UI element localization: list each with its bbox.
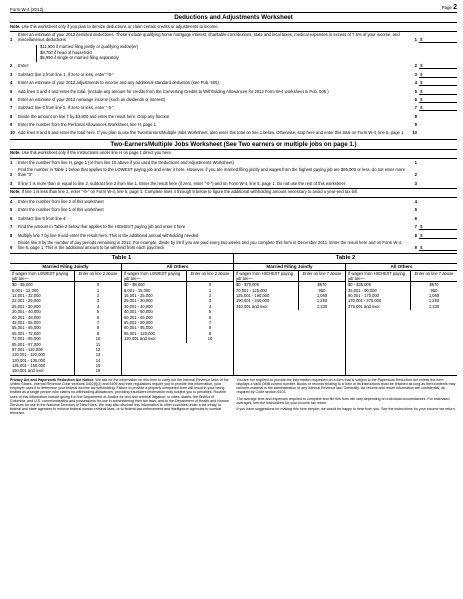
wage-range: 375,001 and over [348,303,380,309]
amount-field[interactable] [419,114,457,120]
worksheet-line [10,240,457,252]
line-ref: 5 [414,207,417,213]
worksheet-line [10,206,457,214]
worksheet-line [10,215,457,223]
table-value: 1,060 [316,292,328,298]
line-ref: 5 [414,88,417,94]
line-ref: 8 [414,113,417,119]
table-value: 6 [96,314,100,320]
amount-field[interactable]: $ [419,89,457,95]
table-value: 0 [96,282,100,288]
table-value: 4 [208,303,212,309]
wage-range: 340,001 and over [236,303,268,309]
line-text: Add lines 3 and 4 and enter the total. (Include any amount for credits from the Converting Credits to Withholding Allowances for 2012 Form W-4 worksheet in Pub. 505.) [18,88,329,94]
table-value: 4 [96,303,100,309]
column-header: If wages from LOWEST paying job are— [124,271,186,282]
amount-field[interactable] [419,181,457,187]
worksheet-line [10,129,457,137]
line-text: Subtract line 2 from line 1. If zero or less, enter “-0-” [18,71,114,77]
table-subtitle: All Others [122,264,233,271]
table-subtitle: All Others [346,264,457,271]
line-number: 6 [10,215,13,221]
table-value: 1 [96,287,100,293]
wage-range: 65,001 - 80,000 [124,319,153,325]
table-value: 9 [208,330,212,336]
table-value: 7 [96,319,100,325]
line-text: Enter an estimate of your 2012 itemized deductions. These include qualifying home mortgage interest, charitable contributions, state and local taxes, medical expenses in excess of 7.5% of your income, and miscellaneous deductions [18,32,400,43]
column-header: Enter on line 2 above [187,271,233,282]
table-value: 7 [208,319,212,325]
table-value: 1,060 [428,292,440,298]
line-ref: 3 [414,71,417,77]
line-ref: 7 [414,224,417,230]
table1-all-others [121,264,233,375]
wage-range: $0 - $5,000 [12,282,33,288]
line-text: Find the amount in Table 2 below that applies to the HIGHEST paying job and enter it here [18,224,186,230]
amount-field[interactable] [419,160,457,166]
table-value: 6 [208,314,212,320]
line-ref: 3 [414,180,417,186]
line-number: 4 [10,80,13,86]
table-value: $570 [429,282,439,288]
line-text: Enter the number from the Personal Allowances Worksheet, line H, page 1 [18,122,156,128]
deductions-title: Deductions and Adjustments Worksheet [10,12,457,23]
worksheet-line [10,167,457,179]
wage-range: 22,001 - 25,000 [12,298,41,304]
wage-range: $0 - $70,000 [236,282,259,288]
table-value: 15 [95,363,101,369]
wage-range: $0 - $8,000 [124,282,145,288]
table-value: 12 [95,346,101,352]
table-value: 1,330 [428,303,440,309]
line-ref: 9 [414,244,417,250]
table2-title: Table 2 [233,254,457,263]
worksheet-line [10,223,457,231]
line-number: 3 [10,71,13,77]
amount-field[interactable]: $ [419,245,457,251]
table-value: 1,250 [428,298,440,304]
wage-range: 85,001 - 97,000 [12,341,41,347]
amount-field[interactable]: $ [419,72,457,78]
line-number: 10 [10,130,15,136]
worksheet-line [10,179,457,187]
amount-field[interactable]: $ [419,80,457,86]
line-number: 6 [10,96,13,102]
line-number: 1 [10,160,13,166]
paperwork-notice: You are not required to provide the information requested on a form that is subject to the Paperwork Reduction Act unless the form displays a valid OMB control number. Books or records relating to a form or its instructions must be retained as long as their contents may become material in the administration of any Internal Revenue law. Generally, tax returns and return information are confidential, as required by Code section 6103. The average time and expenses required to complete and file this form will vary depending on individual circumstances. For estimated averages, see the instructions for your income tax return. If you have suggestions for making this form simpler, we would be happy to hear from you. See the instructions for your income tax return. [236,377,456,412]
worksheet-line [10,112,457,120]
table-value: 1 [208,287,212,293]
table-value: 1,330 [316,303,328,309]
line-number: 9 [10,244,13,250]
wage-range: 40,001 - 48,000 [12,314,41,320]
amount-field[interactable] [419,207,457,213]
worksheet-line [10,104,457,112]
line-number: 7 [10,105,13,111]
wage-range: 15,001 - 25,000 [124,292,153,298]
wage-range: $0 - $35,000 [348,282,371,288]
line-number: 2 [10,172,13,178]
two-earners-note: Note. Use this worksheet only if the instructions under line H on page 1 direct you here. [10,150,457,159]
table-value: 0 [208,282,212,288]
line-ref: 7 [414,105,417,111]
line-text: Subtract line 6 from line 5. If zero or less, enter “-0-” [18,105,114,111]
tables [10,263,457,376]
line-ref: 1 [414,160,417,166]
table-value: 950 [430,287,438,293]
worksheet-line [10,32,457,44]
table-headers [10,253,457,263]
wage-range: 48,001 - 55,000 [12,319,41,325]
column-header: If wages from LOWEST paying job are— [12,271,74,282]
table-1 [10,264,233,375]
table1-married-filing-jointly [10,264,121,375]
table-value: 1,250 [316,298,328,304]
line-number: 7 [10,224,13,230]
deduction-option: $8,700 if head of household [40,49,92,55]
column-header: Enter on line 7 above [411,271,457,282]
amount-field[interactable] [419,216,457,222]
column-header: If wages from HIGHEST paying job are— [236,271,298,282]
wage-range: 65,001 - 72,000 [12,330,41,336]
table-value: 2 [208,292,212,298]
line-text: If line 1 is more than or equal to line 2, subtract line 2 from line 1. Enter the result here (if zero, enter “-0-”) and on Form W-4, line 5, page 1. Do not use the rest of this worksheet [18,180,345,186]
wage-range: 120,001 and over [124,336,156,342]
wage-range: 150,001 and over [12,368,44,374]
wage-range: 170,001 - 375,000 [348,298,382,304]
table-value: 2 [96,292,100,298]
table-value: 5 [96,309,100,315]
privacy-notice: Privacy Act and Paperwork Reduction Act Notice. We ask for the information on this form to carry out the Internal Revenue laws of the United States. Internal Revenue Code sections 3402(f)(2) and 6109 and their regulations require you to provide this information; your employer uses it to determine your federal income tax withholding. Failure to provide a properly completed form will result in your being treated as a single person who claims no withholding allowances; providing fraudulent information may subject you to penalties. Routine uses of this information include giving it to the Department of Justice for civil and criminal litigation; to cities, states, the District of Columbia, and U.S. commonwealths and possessions for use in administering their tax laws; and to the Department of Health and Human Services for use in the National Directory of New Hires. We may also disclose this information to other countries under a tax treaty, to federal and state agencies to enforce federal nontax criminal laws, or to federal law enforcement and intelligence agencies to combat terrorism. [10,377,229,416]
line-text: Enter an estimate of your 2012 adjustments to income and any additional standard deduction (see Pub. 505) [18,80,219,86]
wage-range: 30,001 - 40,000 [124,303,153,309]
line-number: 5 [10,207,13,213]
wage-range: 80,001 - 95,000 [124,325,153,331]
amount-field[interactable]: $ [419,224,457,230]
worksheet-line [10,79,457,87]
wage-range: 40,001 - 50,000 [124,309,153,315]
amount-field[interactable] [419,130,457,136]
worksheet-line [10,96,457,104]
worksheet-line [10,62,457,70]
line-ref: 8 [414,232,417,238]
line-text: Subtract line 5 from line 4 [18,215,66,221]
line-number: 8 [10,113,13,119]
line-ref: 9 [414,122,417,128]
line-text: Add lines 8 and 9 and enter the total here. If you plan to use the Two-Earners/Multiple Jobs Worksheet, also enter this total on line 1 below. Otherwise, stop here and enter this total on Form W-4, line 5, page 1 [18,130,404,136]
table-value: 3 [208,298,212,304]
table-subtitle: Married Filing Jointly [10,264,121,271]
wage-range: 190,001 - 340,000 [236,298,270,304]
table-value: 8 [208,325,212,331]
line-number: 9 [10,122,13,128]
line-number: 5 [10,88,13,94]
wage-range: 50,001 - 65,000 [124,314,153,320]
table-value: 3 [96,298,100,304]
wage-range: 25,001 - 30,000 [124,298,153,304]
line-ref: 2 [414,172,417,178]
table-value: 14 [95,357,101,363]
wage-range: 135,001 - 150,000 [12,363,46,369]
two-earners-title: Two-Earners/Multiple Jobs Worksheet (See Two earners or multiple jobs on page 1.) [10,139,457,150]
line-number: 2 [10,63,13,69]
line-ref: 6 [414,215,417,221]
two-earners-lines-2 [10,198,457,252]
wage-range: 95,001 - 120,000 [124,330,155,336]
deductions-note: Note. Use this worksheet only if you plan to itemize deductions or claim certain credits or adjustments to income. [10,23,457,32]
form-id: Form W-4 (2012) [10,6,44,12]
wage-range: 5,001 - 12,000 [12,287,39,293]
wage-range: 25,001 - 30,000 [12,303,41,309]
table-value: 11 [95,341,101,347]
wage-range: 72,001 - 85,000 [12,336,41,342]
line-text: Enter the number from line H, page 1 (or from line 10 above if you used the Deductions and Adjustments Worksheet) [18,160,234,166]
table1-title: Table 1 [111,254,132,261]
table2-all-others [345,264,457,375]
amount-field[interactable]: $ [419,97,457,103]
table-value: 16 [95,368,101,374]
table-value: 5 [208,309,212,315]
line-text: Enter an estimate of your 2012 nonwage income (such as dividends or interest) [18,96,166,102]
two-earners-lines-1 [10,159,457,188]
table-value: 10 [95,336,101,342]
line-number: 4 [10,199,13,205]
line-text: Enter: [18,63,30,69]
table-subtitle: Married Filing Jointly [234,264,345,271]
amount-field[interactable] [419,199,457,205]
worksheet-line [10,231,457,239]
wage-range: 110,001 - 120,000 [12,352,45,358]
worksheet-line [10,121,457,129]
wage-range: 55,001 - 65,000 [12,325,41,331]
table-value: 13 [95,352,101,358]
wage-range: 30,001 - 40,000 [12,309,41,315]
column-header: Enter on line 7 above [299,271,345,282]
table-2 [233,264,457,375]
line-text: Divide the amount on line 7 by $3,800 and enter the result here. Drop any fraction [18,113,170,119]
page-number: Page 2 [441,3,457,11]
two-earners-note-2: Note. If line 1 is less than line 2, enter “-0-” on Form W-4, line 5, page 1. Complete lines 4 through 9 below to figure the additional withholding amount necessary to avoid a year-end tax bill. [10,188,457,198]
wage-range: 120,001 - 135,000 [12,357,46,363]
line-number: 3 [10,180,13,186]
line-text: Enter the number from line 2 of this worksheet [18,199,104,205]
line-text: Enter the number from line 1 of this worksheet [18,207,104,213]
wage-range: 35,001 - 90,000 [348,287,377,293]
table-value: $570 [317,282,327,288]
line-ref: 2 [414,63,417,69]
amount-field[interactable]: $ [419,37,457,43]
amount-field[interactable]: $ [419,233,457,239]
amount-field[interactable]: $ [419,63,457,69]
line-text: Divide line 8 by the number of pay periods remaining in 2012. For example, divide by 26 if you are paid every two weeks and you complete this form in December 2011. Enter the result here and on Form W-4, line 6, page 1. This is the additional amount to be withheld from each paycheck [18,239,403,250]
line-number: 8 [10,232,13,238]
worksheet-line [10,71,457,79]
standard-deduction-options [18,45,457,62]
column-header: If wages from HIGHEST paying job are— [348,271,410,282]
line-ref: 4 [414,199,417,205]
table2-married-filing-jointly [234,264,345,375]
wage-range: 97,001 - 110,000 [12,346,43,352]
column-header: Enter on line 2 above [75,271,121,282]
line-number: 1 [10,37,13,43]
wage-range: 12,001 - 22,000 [12,292,41,298]
wage-range: 8,001 - 15,000 [124,287,151,293]
wage-range: 70,001 - 125,000 [236,287,267,293]
amount-field[interactable] [419,172,457,178]
line-text: Multiply line 7 by line 6 and enter the result here. This is the additional annual withholding needed [18,232,199,238]
worksheet-line [10,87,457,95]
table-value: 8 [96,325,100,331]
table-value: 9 [96,330,100,336]
worksheet-line [10,198,457,206]
deductions-lines [10,32,457,137]
line-ref: 4 [414,80,417,86]
page-header [10,4,457,12]
line-text: Find the number in Table 1 below that applies to the LOWEST paying job and enter it here. However, if you are married filing jointly and wages from the highest paying job are $65,000 or less, do not enter more than “3” [18,167,405,178]
wage-range: 90,001 - 170,000 [348,292,379,298]
table-value: 950 [318,287,326,293]
footer-notices [10,378,457,416]
amount-field[interactable]: $ [419,105,457,111]
line-ref: 1 [414,37,417,43]
deduction-option: $5,950 if single or married filing separately [40,55,119,61]
line-ref: 10 [412,130,417,136]
deduction-option: $11,900 if married filing jointly or qualifying widow(er) [40,44,139,50]
table-value: 10 [207,336,213,342]
wage-range: 125,001 - 190,000 [236,292,270,298]
line-ref: 6 [414,96,417,102]
amount-field[interactable] [419,122,457,128]
worksheet-line [10,159,457,167]
